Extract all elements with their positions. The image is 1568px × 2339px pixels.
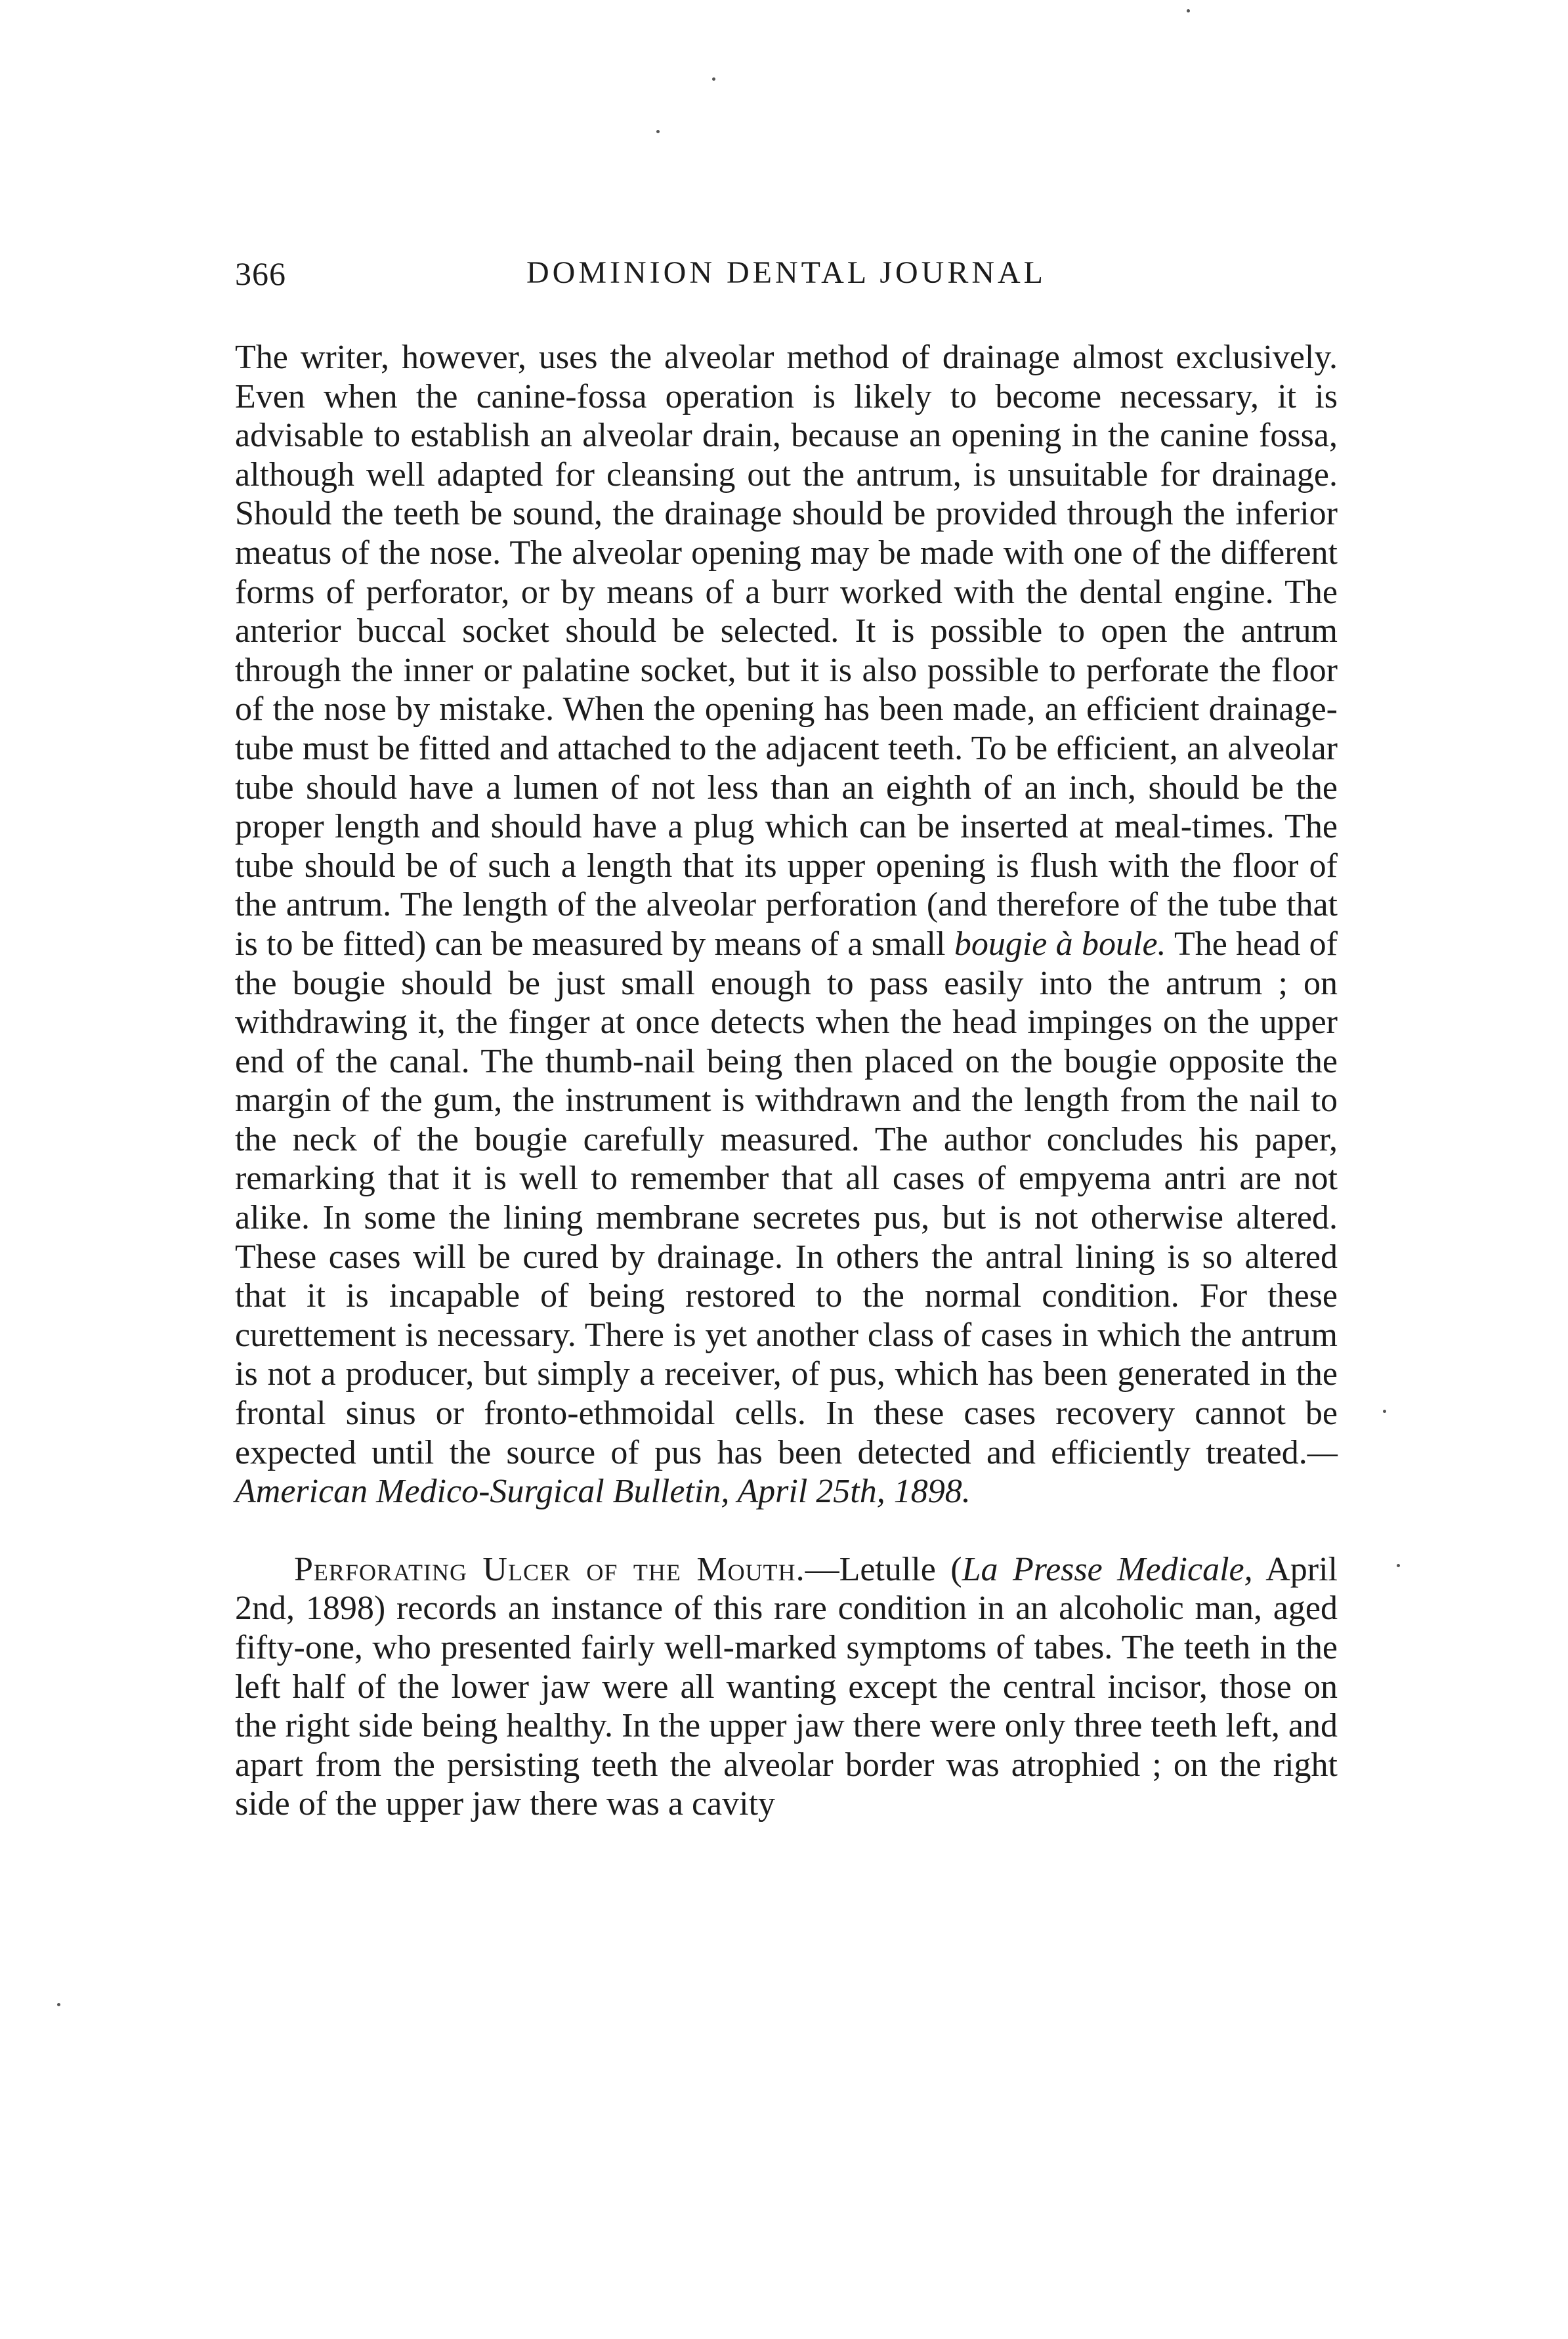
paper-speck bbox=[1383, 1410, 1386, 1413]
paper-speck bbox=[712, 77, 715, 81]
paragraph-text: —Letulle ( bbox=[805, 1550, 962, 1588]
paragraph-text-continued: The head of the bougie should be just small enough to pass easily into the antrum ; on withdrawing it, the finger at once detects when the head impinges on the upper end of the canal. The thumb-nail being then placed on the bougie opposite the margin of the gum, the instrument is withdrawn and the length from the nail to the neck of the bougie carefully measured. The author concludes his paper, remarking that it is well to remember that all cases of empyema antri are not alike. In some the lining membrane secretes pus, but is not otherwise altered. These cases will be cured by drainage. In others the antral lining is so altered that it is incapable of being restored to the normal condition. For these curettement is necessary. There is yet another class of cases in which the antrum is not a producer, but simply a receiver, of pus, which has been generated in the frontal sinus or fronto-ethmoidal cells. In these cases recovery cannot be expected until the source of pus has been detected and efficiently treated. bbox=[235, 925, 1338, 1471]
running-title: DOMINION DENTAL JOURNAL bbox=[526, 255, 1046, 290]
paragraph-perforating-ulcer bbox=[235, 1550, 1338, 1824]
section-heading: Perforating Ulcer of the Mouth. bbox=[294, 1550, 805, 1588]
paper-speck bbox=[57, 2003, 60, 2006]
paper-speck bbox=[1397, 1564, 1400, 1567]
paper-speck bbox=[1187, 9, 1190, 12]
source-title: La Presse Medicale, bbox=[962, 1550, 1253, 1588]
citation: —American Medico-Surgical Bulletin, April 25th, 1898. bbox=[235, 1433, 1338, 1511]
paragraph-text: The writer, however, uses the alveolar method of drainage almost exclusively. Even when the canine-fossa operation is likely to become necessary, it is advisable to establish an alveolar drain, because an opening in the canine fossa, although well adapted for cleansing out the antrum, is unsuitable for drainage. Should the teeth be sound, the drainage should be provided through the inferior meatus of the nose. The alveolar opening may be made with one of the different forms of perforator, or by means of a burr worked with the dental engine. The anterior buccal socket should be selected. It is possible to open the antrum through the inner or palatine socket, but it is also possible to perforate the floor of the nose by mistake. When the opening has been made, an efficient drainage-tube must be fitted and attached to the adjacent teeth. To be efficient, an alveolar tube should have a lumen of not less than an eighth of an inch, should be the proper length and should have a plug which can be inserted at meal-times. The tube should be of such a length that its upper opening is flush with the floor of the antrum. The length of the alveolar perforation (and therefore of the tube that is to be fitted) can be measured by means of a small bbox=[235, 339, 1338, 963]
paragraph-text-continued: April 2nd, 1898) records an instance of this rare condition in an alcoholic man, aged fifty-one, who presented fairly well-marked symptoms of tabes. The teeth in the left half of the lower jaw were all wanting except the central incisor, those on the right side being healthy. In the upper jaw there were only three teeth left, and apart from the persisting teeth the alveolar border was atrophied ; on the right side of the upper jaw there was a cavity bbox=[235, 1550, 1338, 1823]
italic-term: bougie à boule. bbox=[954, 925, 1166, 963]
page-number: 366 bbox=[235, 255, 286, 292]
paper-speck bbox=[656, 130, 660, 133]
paragraph-drainage bbox=[235, 338, 1338, 1511]
article-body bbox=[235, 338, 1338, 1824]
page-header bbox=[235, 255, 1338, 307]
